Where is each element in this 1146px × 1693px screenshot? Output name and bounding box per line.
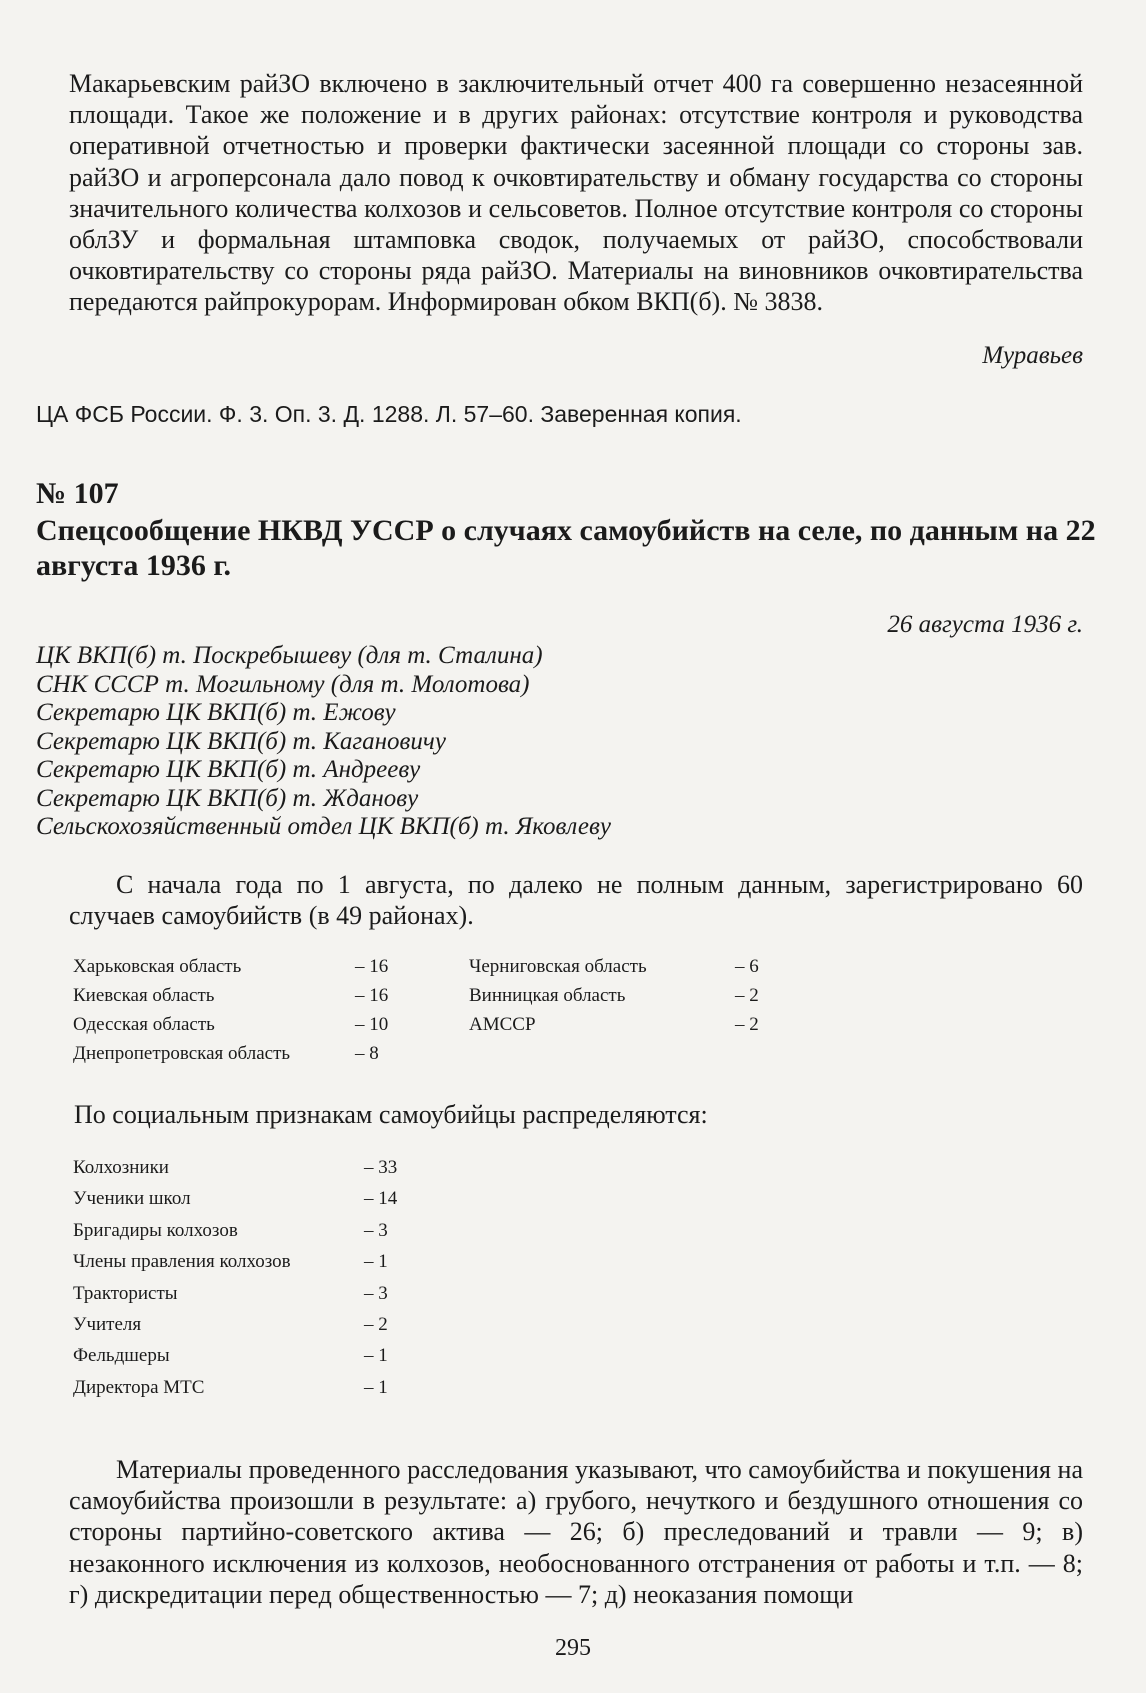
region-count: – 16 bbox=[355, 956, 389, 977]
recipient: Секретарю ЦК ВКП(б) т. Кагановичу bbox=[36, 727, 446, 755]
social-group-count: – 1 bbox=[364, 1376, 388, 1398]
document-title: Спецсообщение НКВД УССР о случаях самоубийств на селе, по данным на 22 августа 1936 г. bbox=[36, 514, 1096, 582]
social-row bbox=[73, 1278, 397, 1309]
recipient: СНК СССР т. Могильному (для т. Молотова) bbox=[36, 670, 530, 698]
recipient: Секретарю ЦК ВКП(б) т. Жданову bbox=[36, 784, 419, 812]
region-name: Днепропетровская область bbox=[73, 1043, 291, 1064]
social-group-count: – 3 bbox=[364, 1219, 388, 1241]
social-group-count: – 3 bbox=[364, 1282, 388, 1304]
document-date: 26 августа 1936 г. bbox=[887, 611, 1083, 638]
region-count: – 2 bbox=[735, 985, 759, 1006]
opening-paragraph: Макарьевским райЗО включено в заключительный отчет 400 га совершенно незасеянной площади. Такое же положение и в других районах: отсутствие контроля и руководства оперативной отчетностью и проверки фактически засеянной площади со стороны зав. райЗО и агроперсонала дало повод к очковтирательству и обману государства со стороны значительного количества колхозов и сельсоветов. Полное отсутствие контроля со стороны облЗУ и формальная штамповка сводок, получаемых от райЗО, способствовали очковтирательству со стороны ряда райЗО. Материалы на виновников очковтирательства передаются райпрокурорам. Информирован обком ВКП(б). № 3838. bbox=[69, 69, 1083, 317]
signature: Муравьев bbox=[982, 342, 1083, 369]
social-group-name: Ученики школ bbox=[73, 1188, 191, 1210]
region-name: АМССР bbox=[469, 1014, 536, 1035]
social-group-count: – 33 bbox=[364, 1157, 398, 1178]
region-name: Харьковская область bbox=[73, 956, 242, 977]
regions-table bbox=[73, 952, 759, 1068]
social-group-name: Трактористы bbox=[73, 1282, 178, 1304]
social-row bbox=[73, 1215, 397, 1246]
region-name bbox=[469, 1039, 735, 1068]
region-name: Винницкая область bbox=[469, 985, 626, 1006]
region-count: – 6 bbox=[735, 956, 759, 977]
social-row bbox=[73, 1340, 397, 1371]
social-group-name: Члены правления колхозов bbox=[73, 1251, 291, 1273]
region-count: – 2 bbox=[735, 1014, 759, 1035]
social-row bbox=[73, 1372, 397, 1403]
region-count: – 16 bbox=[355, 985, 389, 1006]
social-group-count: – 2 bbox=[364, 1313, 388, 1335]
region-count: – 8 bbox=[355, 1043, 379, 1064]
region-row bbox=[73, 1010, 759, 1039]
social-group-name: Директора МТС bbox=[73, 1376, 205, 1398]
recipient: Секретарю ЦК ВКП(б) т. Андрееву bbox=[36, 756, 421, 783]
social-group-name: Учителя bbox=[73, 1313, 142, 1335]
conclusion-paragraph: Материалы проведенного расследования указывают, что самоубийства и покушения на самоубийства произошли в результате: а) грубого, нечуткого и бездушного отношения со стороны партийно-советского актива — 26; б) преследований и травли — 9; в) незаконного исключения из колхозов, необоснованного отстранения от работы и т.п. — 8; г) дискредитации перед общественностью — 7; д) неоказания помощи bbox=[69, 1455, 1083, 1609]
recipient-list bbox=[36, 642, 611, 842]
social-group-name: Колхозники bbox=[73, 1157, 169, 1178]
region-row bbox=[73, 981, 759, 1010]
social-groups-table bbox=[73, 1152, 397, 1403]
social-group-name: Фельдшеры bbox=[73, 1345, 170, 1367]
region-name: Черниговская область bbox=[469, 956, 647, 977]
region-name: Одесская область bbox=[73, 1014, 215, 1035]
recipient: Секретарю ЦК ВКП(б) т. Ежову bbox=[36, 699, 396, 726]
social-paragraph: По социальным признакам самоубийцы распределяются: bbox=[74, 1100, 708, 1129]
social-group-count: – 1 bbox=[364, 1345, 388, 1367]
social-group-count: – 1 bbox=[364, 1251, 388, 1273]
region-name: Киевская область bbox=[73, 985, 215, 1006]
region-row bbox=[73, 1039, 759, 1068]
social-group-name: Бригадиры колхозов bbox=[73, 1219, 238, 1241]
social-row bbox=[73, 1309, 397, 1340]
recipient: ЦК ВКП(б) т. Поскребышеву (для т. Сталина) bbox=[36, 642, 543, 669]
region-count: – 10 bbox=[355, 1014, 389, 1035]
document-number: № 107 bbox=[36, 477, 119, 510]
social-row bbox=[73, 1152, 397, 1183]
archive-source: ЦА ФСБ России. Ф. 3. Оп. 3. Д. 1288. Л. 57–60. Заверенная копия. bbox=[36, 401, 742, 427]
social-row bbox=[73, 1183, 397, 1214]
intro-paragraph: С начала года по 1 августа, по далеко не полным данным, зарегистрировано 60 случаев самоубийств (в 49 районах). bbox=[69, 870, 1083, 931]
region-row bbox=[73, 952, 759, 981]
social-row bbox=[73, 1246, 397, 1277]
recipient: Сельскохозяйственный отдел ЦК ВКП(б) т. Яковлеву bbox=[36, 813, 611, 840]
page-number: 295 bbox=[555, 1635, 591, 1661]
social-group-count: – 14 bbox=[364, 1188, 398, 1210]
